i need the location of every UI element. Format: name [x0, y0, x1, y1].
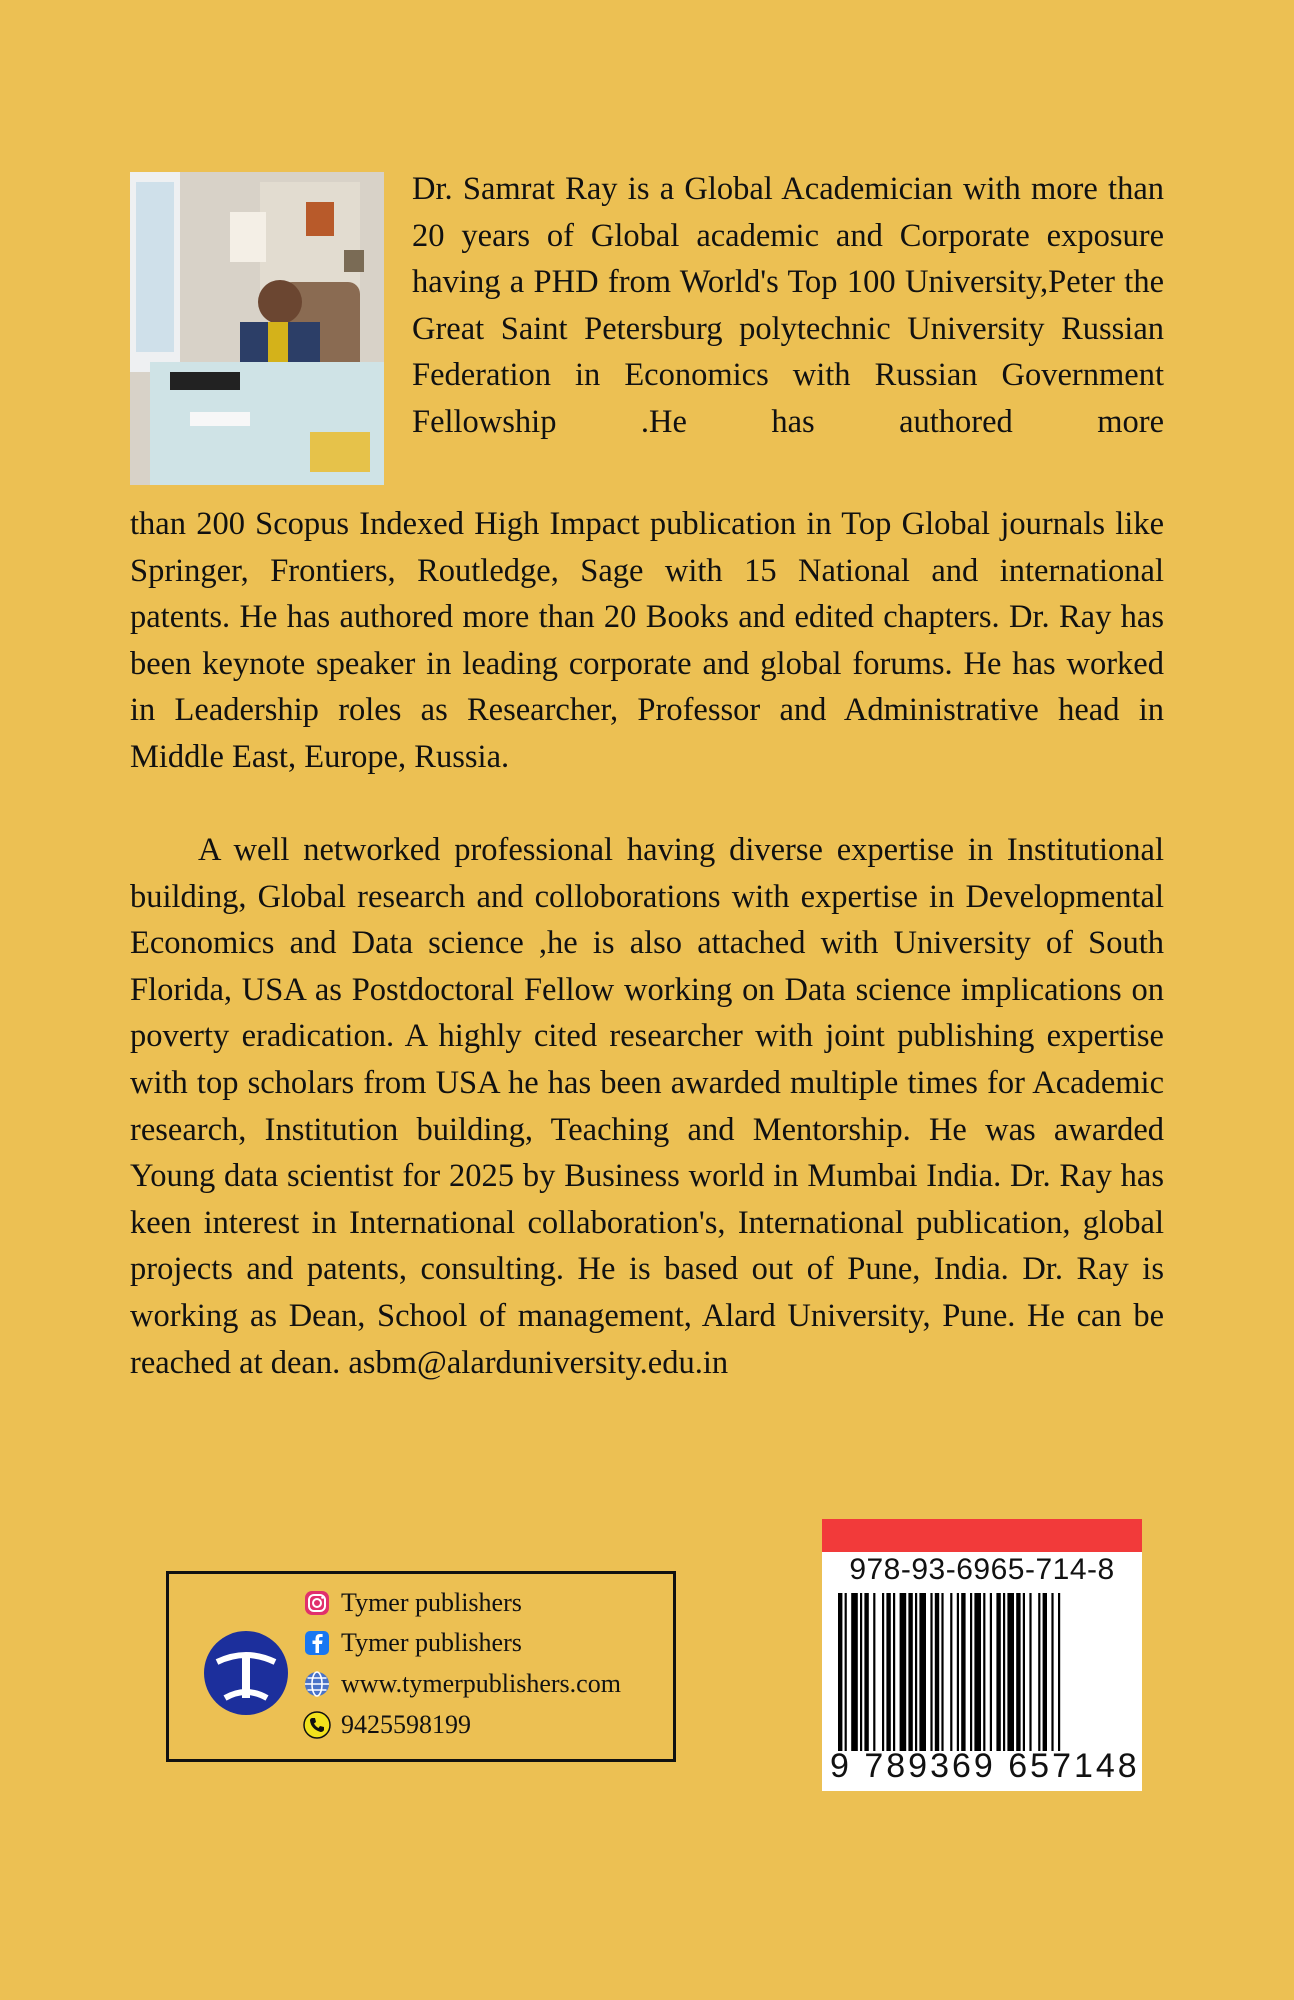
publisher-contact-box — [166, 1571, 676, 1762]
instagram-handle: Tymer publishers — [341, 1588, 522, 1617]
barcode-bar — [957, 1593, 959, 1751]
barcode-bar — [961, 1593, 965, 1751]
instagram-contact[interactable] — [303, 1588, 522, 1618]
barcode-bar — [882, 1593, 884, 1751]
barcode-bar — [1023, 1593, 1025, 1751]
barcode-bar — [893, 1593, 895, 1751]
barcode-bar — [970, 1593, 972, 1751]
facebook-icon — [303, 1629, 331, 1657]
barcode-bar — [864, 1593, 868, 1751]
barcode-bar — [1058, 1593, 1060, 1751]
barcode-bar — [990, 1593, 992, 1751]
barcode-bar — [873, 1593, 875, 1751]
barcode-bar — [851, 1593, 858, 1751]
bio-paragraph-intro: Dr. Samrat Ray is a Global Academician with more than 20 years of Global academic and Corporate exposure having a PHD from World's Top 100 University,Peter the Great Saint Petersburg polytechnic University Russian Federation in Economics with Russian Government Fellowship .He has authored more — [412, 171, 1164, 440]
isbn-number: 978-93-6965-714-8 — [849, 1553, 1115, 1586]
barcode-bar — [930, 1593, 932, 1751]
barcode-bar — [950, 1593, 952, 1751]
barcode-bar — [974, 1593, 981, 1751]
bio-paragraph-expertise: A well networked professional having diverse expertise in Institutional building, Global research and colloborations with expertise in Developmental Economics and Data science ,he is also attached with University of South Florida, USA as Postdoctoral Fellow working on Data science implications on poverty eradication. A highly cited researcher with joint publishing expertise with top scholars from USA he has been awarded multiple times for Academic research, Institution building, Teaching and Mentorship. He was awarded Young data scientist for 2025 by Business world in Mumbai India. Dr. Ray has keen interest in International collaboration's, International publication, global projects and patents, consulting. He is based out of Pune, India. Dr. Ray is working as Dean, School of management, Alard University, Pune. He can be reached at dean. asbm@alarduniversity.edu.in — [130, 832, 1164, 1381]
barcode-bar — [900, 1593, 907, 1751]
barcode-bar — [1016, 1593, 1020, 1751]
barcode-bar — [845, 1593, 847, 1751]
instagram-icon — [303, 1589, 331, 1617]
bio-paragraph-intro-continued: than 200 Scopus Indexed High Impact publication in Top Global journals like Springer, Frontiers, Routledge, Sage with 15 National and international patents. He has authored more than 20 Books and edited chapters. Dr. Ray has been keynote speaker in leading corporate and global forums. He has worked in Leadership roles as Researcher, Professor and Administrative head in Middle East, Europe, Russia. — [130, 506, 1164, 775]
barcode-bar — [941, 1593, 943, 1751]
barcode-bar — [860, 1593, 862, 1751]
barcode-bar — [919, 1593, 926, 1751]
barcode-bar — [838, 1593, 842, 1751]
facebook-handle: Tymer publishers — [341, 1628, 522, 1657]
barcode-bar — [1007, 1593, 1014, 1751]
isbn-barcode — [822, 1519, 1142, 1791]
globe-icon — [303, 1670, 331, 1698]
barcode-color-strip — [822, 1519, 1142, 1552]
barcode-bar — [1003, 1593, 1005, 1751]
phone-contact[interactable] — [303, 1710, 471, 1740]
barcode-bar — [935, 1593, 939, 1751]
barcode-bar — [983, 1593, 985, 1751]
website-contact[interactable] — [303, 1669, 621, 1699]
website-link[interactable]: www.tymerpublishers.com — [341, 1669, 621, 1698]
barcode-bar — [1051, 1593, 1053, 1751]
facebook-contact[interactable] — [303, 1628, 522, 1658]
barcode-bar — [1029, 1593, 1031, 1751]
phone-number: 9425598199 — [341, 1710, 471, 1739]
phone-icon — [303, 1711, 331, 1739]
barcode-bar — [996, 1593, 1000, 1751]
barcode-bar — [1038, 1593, 1040, 1751]
barcode-bar — [915, 1593, 917, 1751]
barcode-bars — [838, 1593, 1138, 1751]
barcode-bar — [886, 1593, 890, 1751]
barcode-digits: 9 789369 657148 — [830, 1747, 1140, 1785]
author-photo — [130, 172, 384, 485]
barcode-bar — [908, 1593, 912, 1751]
publisher-logo — [203, 1630, 289, 1716]
barcode-bar — [1043, 1593, 1047, 1751]
